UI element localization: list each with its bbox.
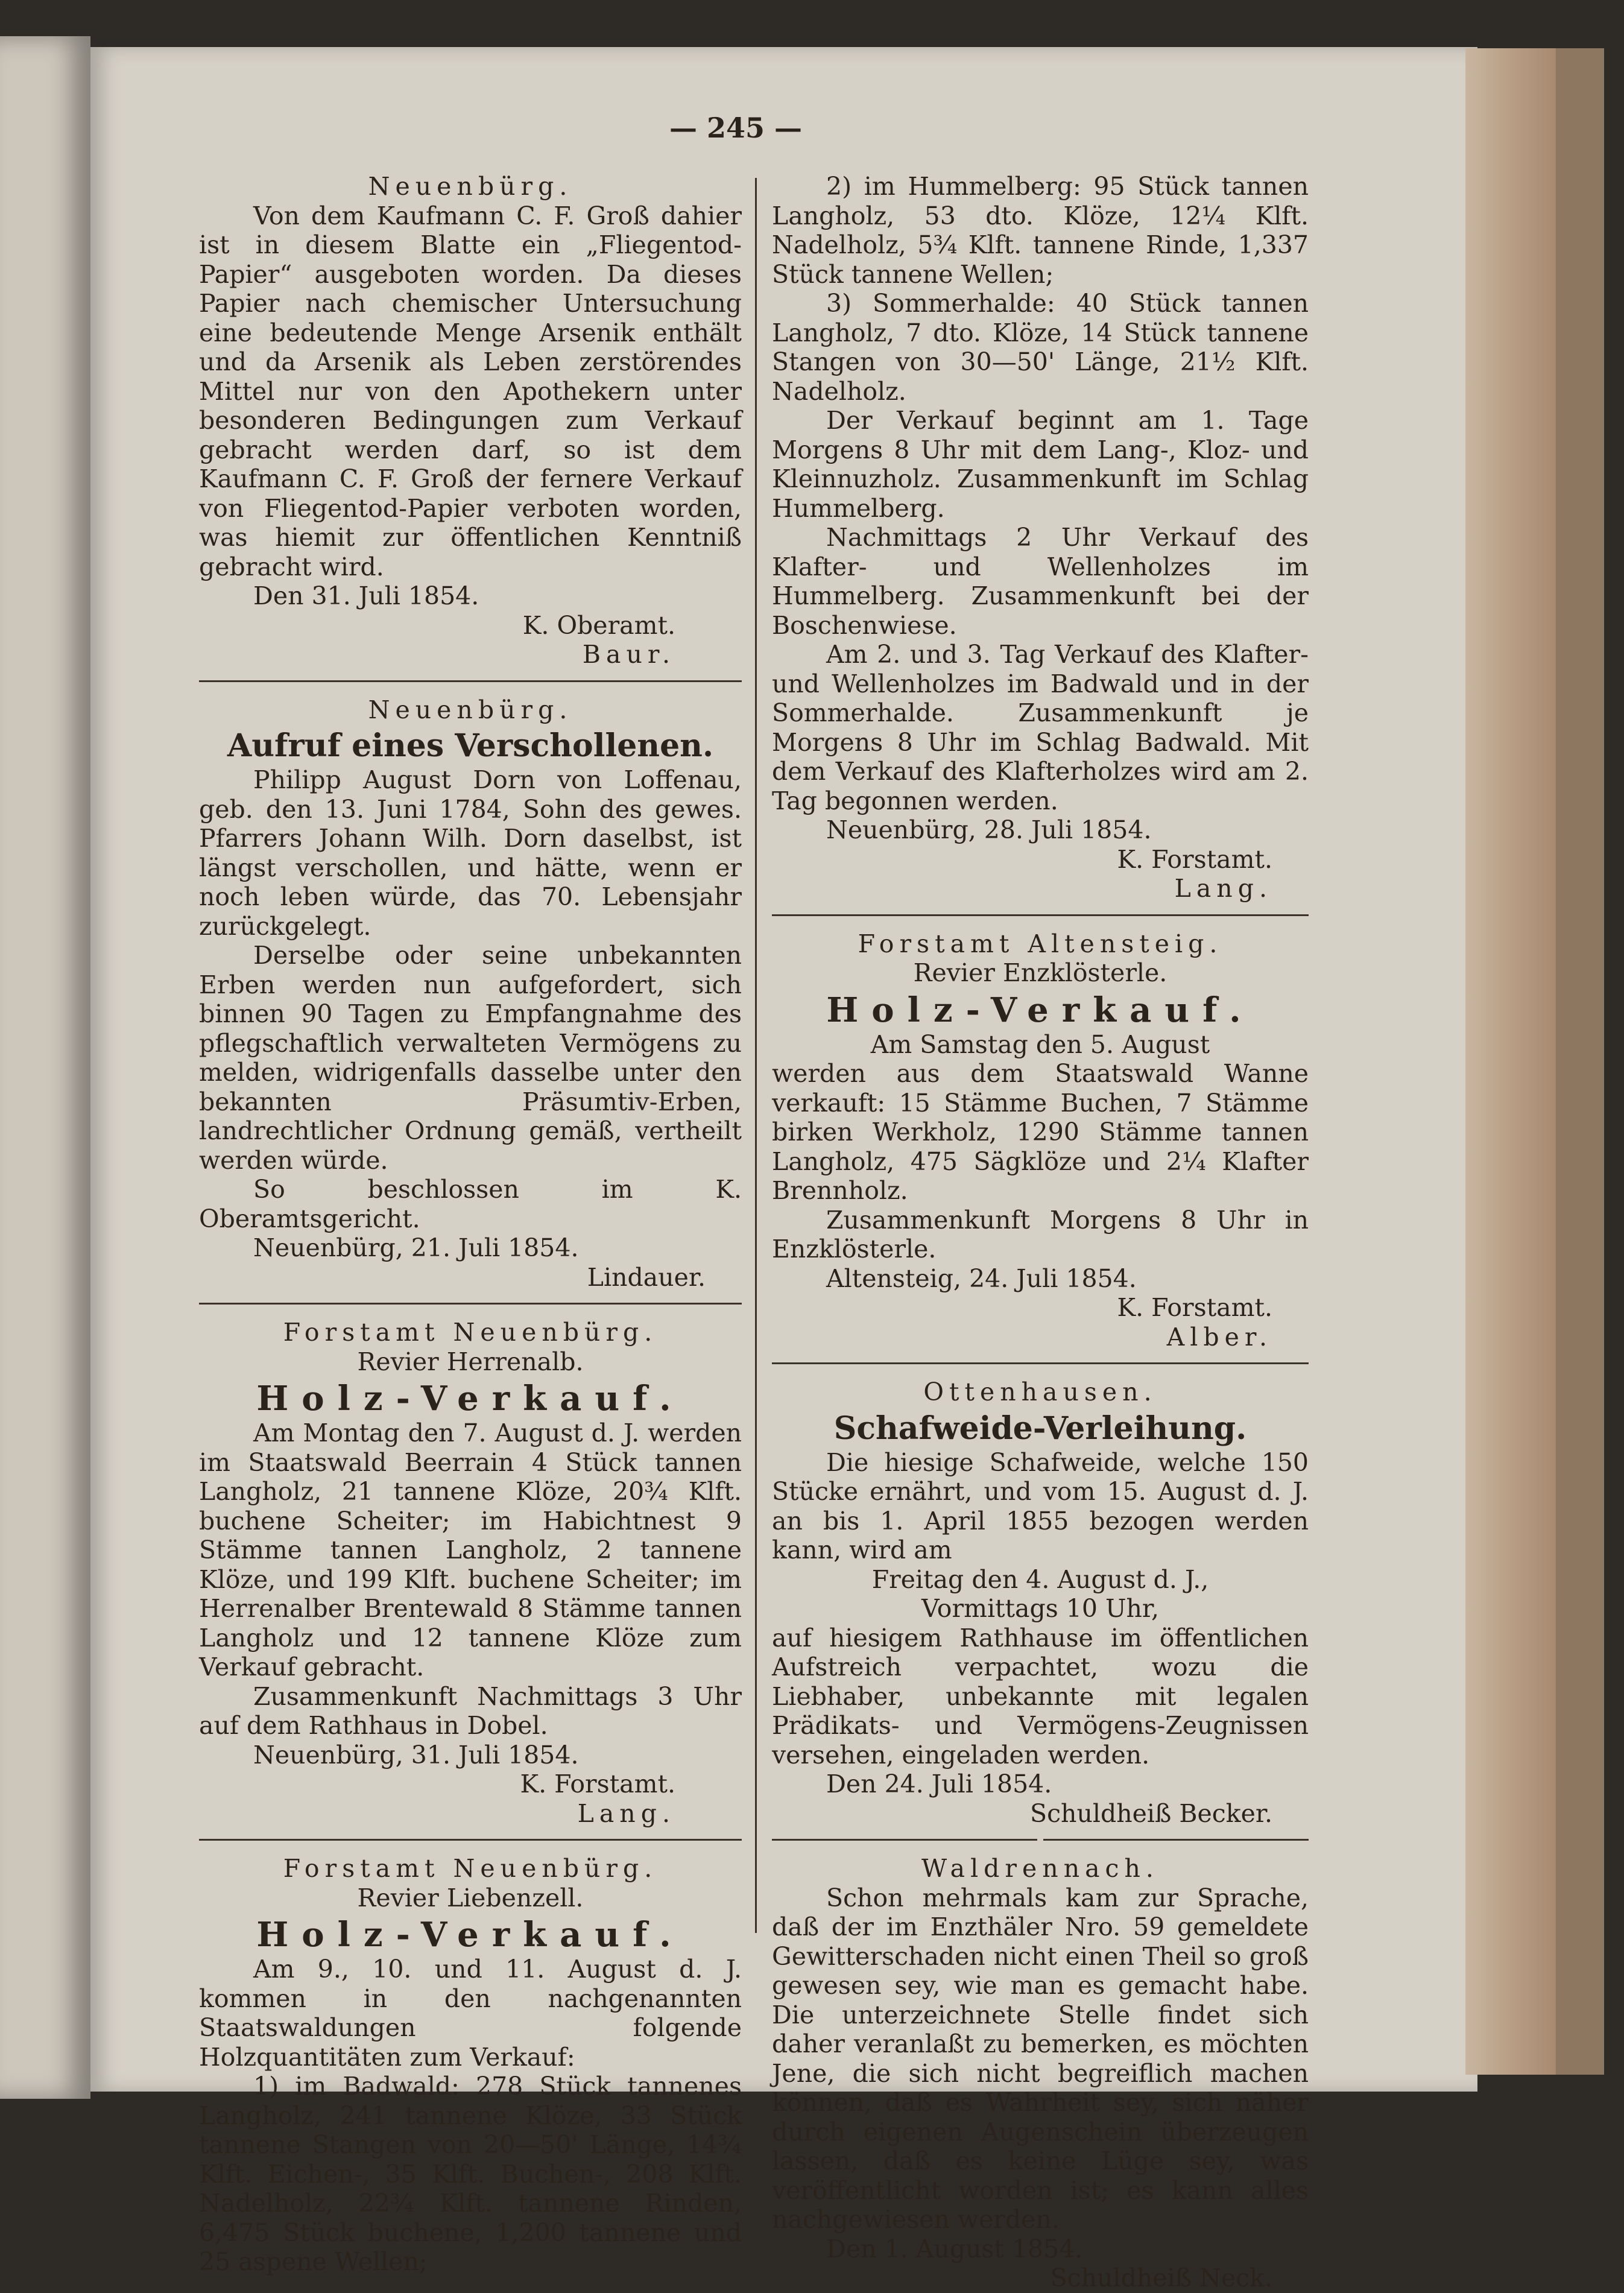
notice-date: Neuenbürg, 28. Juli 1854.: [826, 815, 1152, 844]
notice-paragraph: So beschlossen im K. Oberamtsgericht.: [199, 1175, 742, 1233]
notice-verschollener: [199, 695, 742, 1292]
notice-paragraph: Zusammenkunft Nachmittags 3 Uhr auf dem Rathhaus in Dobel.: [199, 1681, 742, 1740]
left-page-edge: [0, 36, 90, 2099]
notice-paragraph: Philipp August Dorn von Loffenau, geb. den 13. Juni 1784, Sohn des gewes. Pfarrers Johann Wilh. Dorn daselbst, ist längst verschollen, und hätte, wenn er noch leben würde, das 70. Lebensjahr zurückgelegt.: [199, 765, 742, 941]
notice-paragraph: 1) im Badwald: 278 Stück tannenes Langholz, 241 tannene Klöze, 33 Stück tannene Stangen von 20—50' Länge, 14¾ Klft. Eichen-, 35 Klft. Buchen-, 208 Klft. Nadelholz, 22¾ Klft. tannene Rinden, 6,475 Stück buchene, 1,200 tannene und 25 aspene Wellen;: [199, 2072, 742, 2276]
notice-revier: Revier Herrenalb.: [357, 1347, 584, 1376]
section-rule: [199, 1303, 742, 1305]
notice-date: Neuenbürg, 31. Juli 1854.: [253, 1740, 579, 1770]
notice-paragraph: Derselbe oder seine unbekannten Erben werden nun aufgefordert, sich binnen 90 Tagen zu Empfangnahme des pflegschaftlich verwalteten Vermögens zu melden, widrigenfalls dasselbe unter den bekannten Präsumtiv-Erben, landrechtlicher Ordnung gemäß, vertheilt werden würde.: [199, 941, 742, 1175]
notice-holzverkauf-liebenzell-continued: [772, 172, 1309, 903]
notice-holzverkauf-liebenzell: [199, 1854, 742, 2277]
notice-date: Den 1. August 1854.: [826, 2234, 1083, 2263]
left-column: [199, 172, 742, 2277]
notice-revier: Revier Enzklösterle.: [913, 958, 1167, 987]
notice-body: Von dem Kaufmann C. F. Groß dahier ist in diesem Blatte ein „Fliegentod-Papier“ ausgeboten worden. Da dieses Papier nach chemischer Untersuchung eine bedeutende Menge Arsenik enthält und da Arsenik als Leben zerstörendes Mittel nur von den Apothekern unter besonderen Bedingungen zum Verkauf gebracht werden darf, so ist dem Kaufmann C. F. Groß der fernere Verkauf von Fliegentod-Papier verboten worden, was hiemit zur öffentlichen Kenntniß gebracht wird.: [199, 201, 742, 581]
notice-paragraph: Schon mehrmals kam zur Sprache, daß der im Enzthäler Nro. 59 gemeldete Gewitterschaden nicht einen Theil so groß gewesen sey, wie man es gemacht habe. Die unterzeichnete Stelle findet sich daher veranlaßt zu bemerken, es möchten Jene, die sich nicht begreiflich machen können, daß es Wahrheit sey, sich näher durch eigenen Augenschein überzeugen lassen, daß es keine Lüge sey, was veröffentlicht worden ist; es kann alles nachgewiesen werden.: [772, 1883, 1309, 2234]
notice-office: Forstamt Neuenbürg.: [283, 1318, 658, 1347]
notice-date: Neuenbürg, 21. Juli 1854.: [253, 1233, 579, 1262]
section-rule: [199, 680, 742, 682]
notice-paragraph: Die hiesige Schafweide, welche 150 Stücke ernährt, und vom 15. August d. J. an bis 1. April 1855 bezogen werden kann, wird am: [772, 1447, 1309, 1564]
notice-title: Aufruf eines Verschollenen.: [227, 727, 714, 764]
notice-title: Holz-Verkauf.: [256, 1915, 684, 1955]
notice-paragraph: Zusammenkunft Morgens 8 Uhr in Enzklösterle.: [772, 1205, 1309, 1264]
notice-paragraph: Nachmittags 2 Uhr Verkauf des Klafter- und Wellenholzes im Hummelberg. Zusammenkunft bei der Boschenwiese.: [772, 523, 1309, 640]
notice-signer: Schuldheiß Becker.: [1029, 1798, 1272, 1828]
notice-signer: Baur.: [582, 640, 675, 669]
notice-paragraph: Vormittags 10 Uhr,: [921, 1594, 1160, 1623]
notice-title: Holz-Verkauf.: [826, 990, 1254, 1030]
section-rule: [772, 1362, 1309, 1364]
notice-paragraph: 2) im Hummelberg: 95 Stück tannen Langholz, 53 dto. Klöze, 12¼ Klft. Nadelholz, 5¾ Klft. tannene Rinde, 1,337 Stück tannene Wellen;: [772, 172, 1309, 289]
notice-office: K. Oberamt.: [522, 610, 675, 640]
notice-place: Waldrennach.: [921, 1854, 1159, 1883]
section-rule: [772, 914, 1309, 916]
notice-signer: Alber.: [1166, 1322, 1272, 1352]
notice-waldrennach: [772, 1854, 1309, 2293]
notice-paragraph: Der Verkauf beginnt am 1. Tage Morgens 8 Uhr mit dem Lang-, Kloz- und Kleinnuzholz. Zusammenkunft im Schlag Hummelberg.: [772, 406, 1309, 523]
notice-holzverkauf-herrenalb: [199, 1318, 742, 1828]
notice-date: Altensteig, 24. Juli 1854.: [826, 1264, 1137, 1293]
notice-office-sign: K. Forstamt.: [1117, 1293, 1272, 1322]
notice-revier: Revier Liebenzell.: [357, 1883, 584, 1912]
notice-office: Forstamt Neuenbürg.: [283, 1854, 658, 1883]
notice-place: Ottenhausen.: [923, 1377, 1157, 1406]
notice-fliegentod: [199, 172, 742, 669]
notice-office: Forstamt Altensteig.: [858, 929, 1223, 958]
notice-signer: Schuldheiß Neck.: [1050, 2263, 1272, 2292]
notice-office-sign: K. Forstamt.: [1117, 844, 1272, 874]
notice-paragraph: Am Montag den 7. August d. J. werden im Staatswald Beerrain 4 Stück tannen Langholz, 21 tannene Klöze, 20¾ Klft. buchene Scheiter; im Habichtnest 9 Stämme tannen Langholz, 2 tannene Klöze, und 199 Klft. buchene Scheiter; im Herrenalber Brentewald 8 Stämme tannen Langholz und 12 tannene Klöze zum Verkauf gebracht.: [199, 1418, 742, 1681]
notice-paragraph: Freitag den 4. August d. J.,: [871, 1564, 1209, 1594]
notice-date: Den 31. Juli 1854.: [253, 581, 479, 610]
column-divider: [755, 178, 757, 1933]
section-rule-double: [772, 1839, 1309, 1841]
notice-paragraph: Am 2. und 3. Tag Verkauf des Klafter- und Wellenholzes im Badwald und in der Sommerhalde. Zusammenkunft je Morgens 8 Uhr im Schlag Badwald. Mit dem Verkauf des Klafterholzes wird am 2. Tag begonnen werden.: [772, 640, 1309, 815]
notice-schafweide: [772, 1377, 1309, 1828]
notice-paragraph: Am Samstag den 5. August: [870, 1029, 1210, 1059]
notice-place: Neuenbürg.: [368, 172, 573, 201]
right-column: [772, 172, 1309, 2293]
book-cover-edge: [1556, 48, 1604, 2075]
notice-signer: Lang.: [577, 1798, 675, 1828]
notice-title: Schafweide-Verleihung.: [833, 1409, 1247, 1447]
notice-title: Holz-Verkauf.: [256, 1379, 684, 1418]
notice-signer: Lang.: [1174, 874, 1272, 903]
notice-paragraph: Am 9., 10. und 11. August d. J. kommen in den nachgenannten Staatswaldungen folgende Holzquantitäten zum Verkauf:: [199, 1955, 742, 2072]
page-number: — 245 —: [669, 112, 803, 144]
notice-place: Neuenbürg.: [368, 695, 573, 724]
notice-paragraph: 3) Sommerhalde: 40 Stück tannen Langholz, 7 dto. Klöze, 14 Stück tannene Stangen von 30—50' Länge, 21½ Klft. Nadelholz.: [772, 289, 1309, 406]
section-rule: [199, 1839, 742, 1841]
notice-signer: Lindauer.: [587, 1262, 706, 1292]
notice-office-sign: K. Forstamt.: [520, 1770, 675, 1798]
notice-paragraph: auf hiesigem Rathhause im öffentlichen Aufstreich verpachtet, wozu die Liebhaber, unbekannte mit legalen Prädikats- und Vermögens-Zeugnissen versehen, eingeladen werden.: [772, 1623, 1309, 1770]
notice-paragraph: werden aus dem Staatswald Wanne verkauft: 15 Stämme Buchen, 7 Stämme birken Werkholz, 1290 Stämme tannen Langholz, 475 Sägklöze und 2¼ Klafter Brennholz.: [772, 1059, 1309, 1205]
notice-date: Den 24. Juli 1854.: [826, 1770, 1052, 1798]
notice-holzverkauf-altensteig: [772, 929, 1309, 1352]
